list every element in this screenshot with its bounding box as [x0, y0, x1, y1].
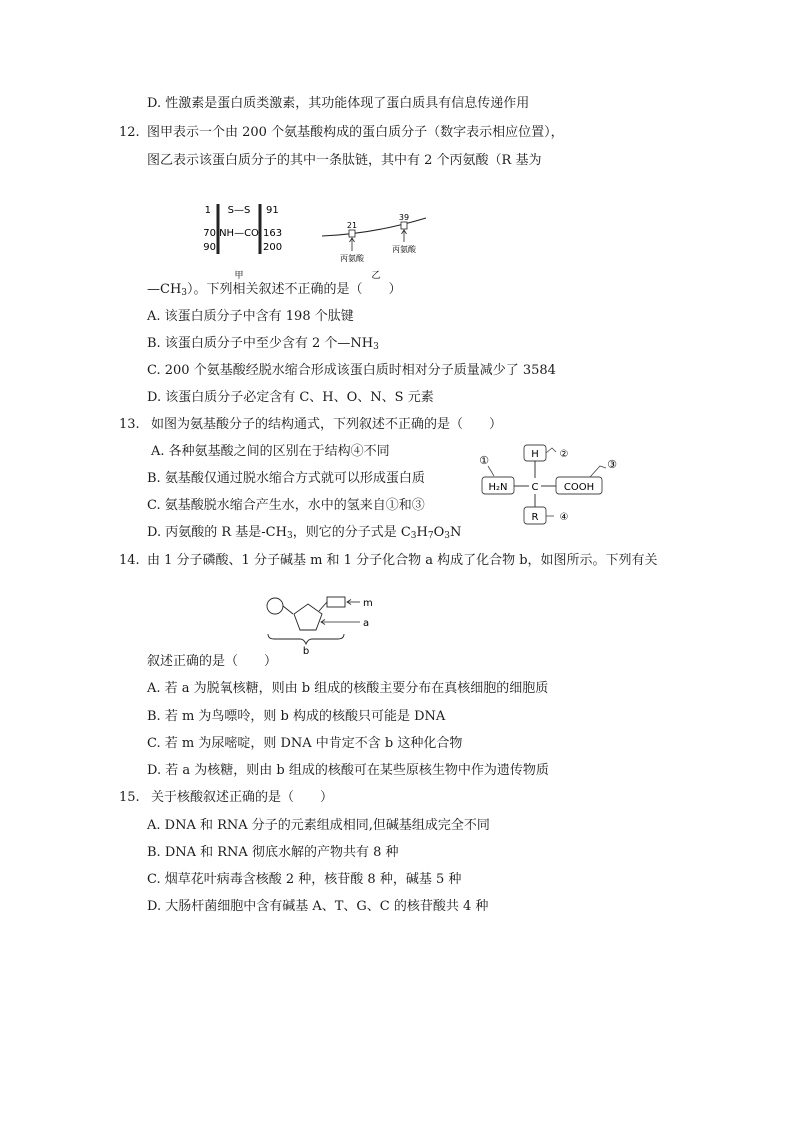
jia-peptide-bond: NH—CO: [219, 228, 259, 239]
q13-option-c: C. 氨基酸脱水缩合产生水，水中的氢来自①和③: [147, 498, 425, 513]
label-a: a: [363, 618, 370, 629]
q12-option-a: A. 该蛋白质分子中含有 198 个肽键: [147, 309, 354, 324]
q13-figure-amino-acid: [472, 440, 622, 530]
q12-option-c: C. 200 个氨基酸经脱水缩合形成该蛋白质时相对分子质量减少了 3584: [147, 363, 556, 378]
q15-option-b: B. DNA 和 RNA 彻底水解的产物共有 8 种: [147, 845, 399, 860]
q12-option-b: B. 该蛋白质分子中至少含有 2 个$—NH_3$: [147, 336, 379, 352]
q15-option-a: A. DNA 和 RNA 分子的元素组成相同,但碱基组成完全不同: [147, 818, 490, 833]
aa-marker-4: ④: [559, 512, 569, 523]
q12-stem-line3: $—CH_3$）。下列相关叙述不正确的是（ ）: [147, 282, 402, 298]
q13-option-b: B. 氨基酸仅通过脱水缩合方式就可以形成蛋白质: [147, 471, 425, 486]
q13-stem: 如图为氨基酸分子的结构通式，下列叙述不正确的是（ ）: [151, 417, 503, 432]
jia-label-91: 91: [266, 205, 279, 216]
yi-alanine-1: 丙氨酸: [340, 254, 364, 263]
q12-option-d: D. 该蛋白质分子必定含有 C、H、O、N、S 元素: [147, 390, 434, 405]
nucleotide-pentose: [294, 604, 322, 630]
q12-stem-line2: 图乙表示该蛋白质分子的其中一条肽链，其中有 2 个丙氨酸（R 基为: [147, 153, 542, 168]
q14-option-c: C. 若 m 为尿嘧啶，则 DNA 中肯定不含 b 这种化合物: [147, 736, 463, 751]
jia-disulfide: S—S: [227, 205, 251, 216]
yi-residue-21: [349, 230, 355, 237]
q14-stem-line1: 由 1 分子磷酸、1 分子碱基 m 和 1 分子化合物 a 构成了化合物 b，如图所示。下列有关: [147, 553, 658, 568]
jia-label-1: 1: [204, 205, 211, 216]
q15-stem: 关于核酸叙述正确的是（ ）: [151, 790, 334, 805]
label-m: m: [363, 598, 373, 609]
q13-option-d: D. 丙氨酸的 R 基是$-CH_3$，则它的分子式是 $C_3H_7O_3N$: [147, 525, 462, 541]
yi-label-39: 39: [398, 213, 410, 222]
jia-label-163: 163: [263, 228, 283, 239]
yi-caption: 乙: [371, 271, 381, 281]
q14-option-b: B. 若 m 为鸟嘌呤，则 b 构成的核酸只可能是 DNA: [147, 709, 446, 724]
aa-r-group: R: [531, 512, 539, 523]
yi-alanine-2: 丙氨酸: [392, 245, 416, 254]
aa-central-carbon: C: [531, 482, 539, 493]
jia-label-90: 90: [203, 242, 216, 253]
nucleotide-base: [327, 597, 345, 607]
aa-carboxyl-group: COOH: [563, 482, 595, 493]
q13-number: 13.: [119, 417, 140, 432]
q14-number: 14.: [119, 553, 140, 568]
aa-h: H: [531, 449, 539, 460]
q12-number: 12.: [119, 125, 140, 140]
aa-amino-group: H₂N: [488, 482, 508, 493]
q14-figure-nucleotide: [260, 592, 380, 656]
jia-label-200: 200: [263, 242, 283, 253]
yi-residue-39: [401, 222, 407, 229]
q11-option-d: D. 性激素是蛋白质类激素，其功能体现了蛋白质具有信息传递作用: [147, 96, 530, 111]
q12-figure-jia: [196, 198, 296, 284]
q14-option-a: A. 若 a 为脱氧核糖，则由 b 组成的核酸主要分布在真核细胞的细胞质: [147, 681, 549, 696]
brace-b: [268, 634, 344, 644]
yi-label-21: 21: [346, 221, 358, 230]
q15-option-d: D. 大肠杆菌细胞中含有碱基 A、T、G、C 的核苷酸共 4 种: [147, 899, 489, 914]
q12-stem-line1: 图甲表示一个由 200 个氨基酸构成的蛋白质分子（数字表示相应位置），: [147, 125, 564, 140]
nucleotide-phosphate: [267, 598, 283, 614]
yi-peptide-chain: [322, 218, 426, 236]
q15-option-c: C. 烟草花叶病毒含核酸 2 种，核苷酸 8 种，碱基 5 种: [147, 872, 462, 887]
jia-label-70: 70: [203, 228, 216, 239]
aa-marker-1: ①: [479, 454, 489, 467]
q14-option-d: D. 若 a 为核糖，则由 b 组成的核酸可在某些原核生物中作为遗传物质: [147, 763, 549, 778]
q15-number: 15.: [119, 790, 140, 805]
label-b: b: [302, 646, 310, 656]
jia-caption: 甲: [234, 271, 244, 281]
aa-marker-2: ②: [559, 449, 569, 460]
q13-option-a: A. 各种氨基酸之间的区别在于结构④不同: [151, 444, 390, 459]
q14-stem-line2: 叙述正确的是（ ）: [147, 654, 278, 669]
aa-marker-3: ③: [607, 458, 617, 471]
q12-figure-yi: [318, 206, 430, 284]
